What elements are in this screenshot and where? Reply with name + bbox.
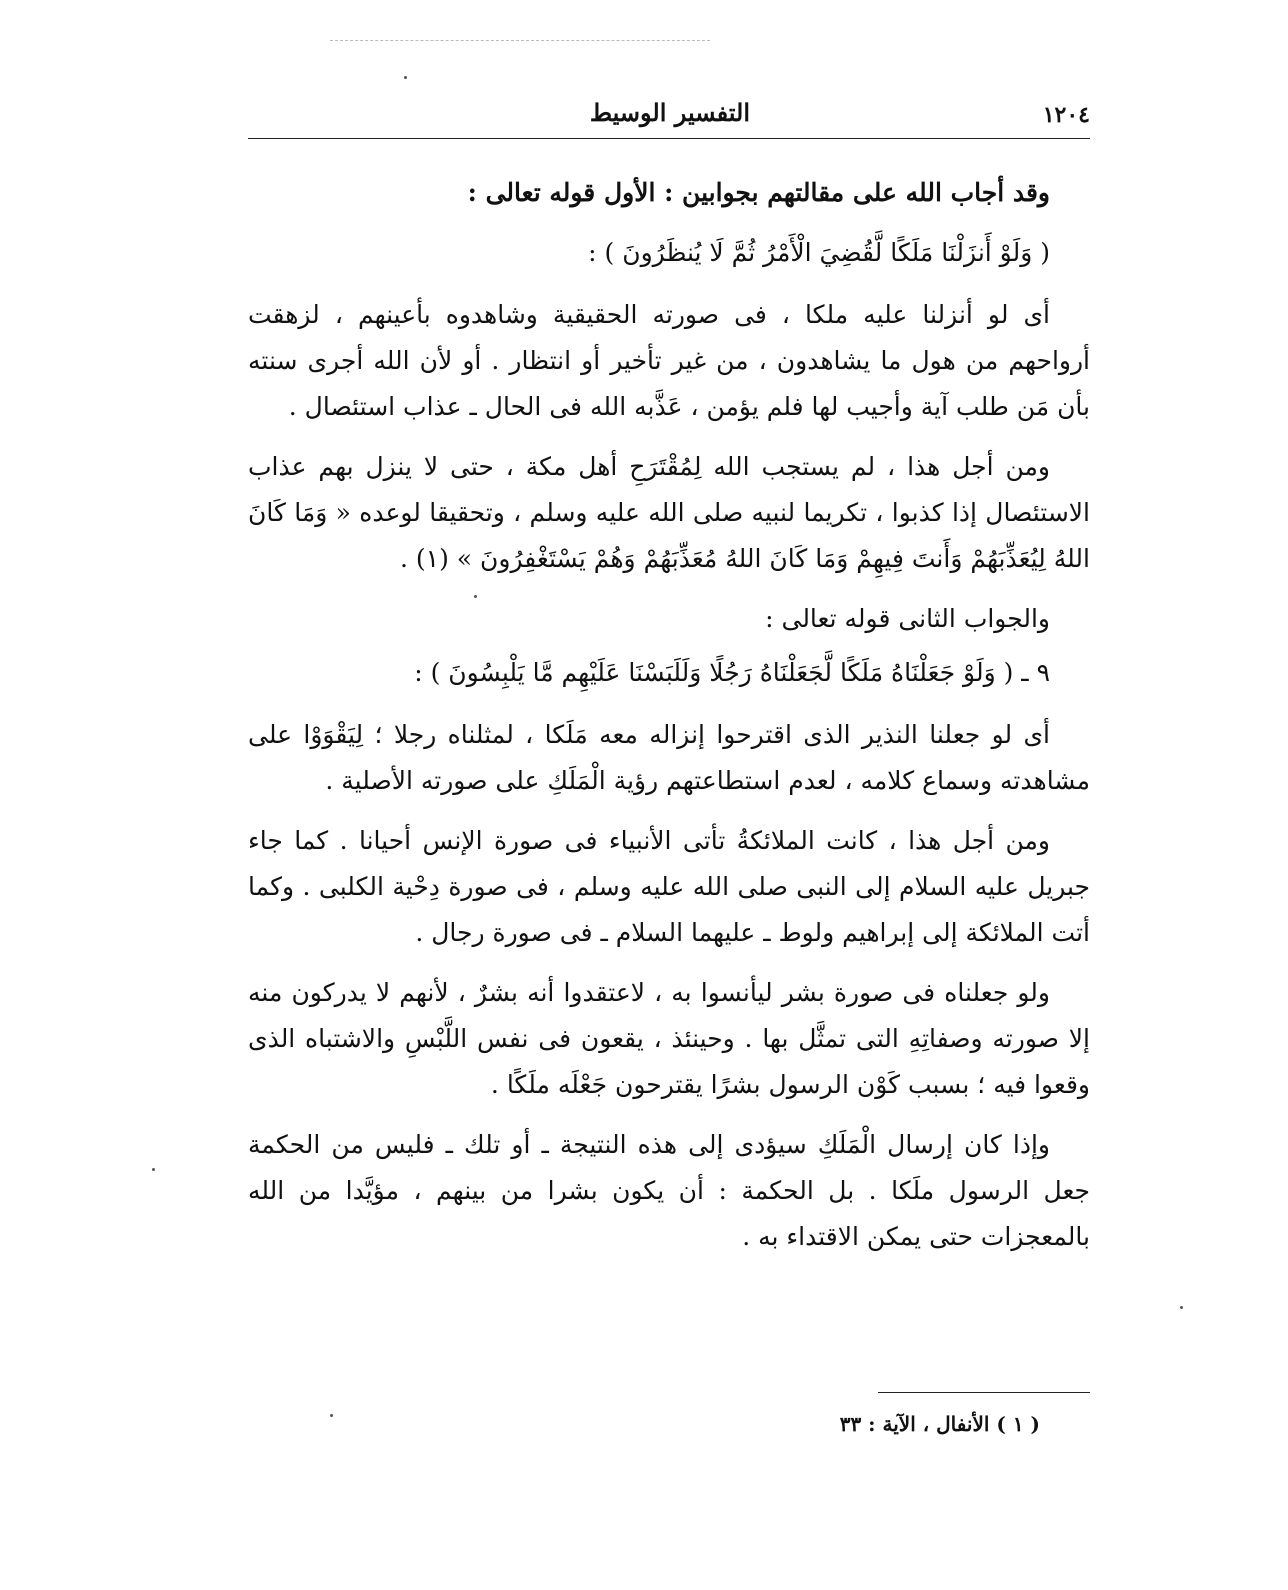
footnote-divider [878,1392,1090,1393]
main-text [248,170,1090,1274]
running-title: التفسير الوسيط [589,98,750,127]
quran-verse-1: ( وَلَوْ أَنزَلْنَا مَلَكًا لَّقُضِيَ الْأَمْرُ ثُمَّ لَا يُنظَرُونَ ) : [588,238,1050,267]
paragraph-4: ومن أجل هذا ، كانت الملائكةُ تأتى الأنبياء فى صورة الإنس أحيانا . كما جاء جبريل عليه السلام إلى النبى صلى الله عليه وسلم ، فى صورة دِحْية الكلبى . وكما أتت الملائكة إلى إبراهيم ولوط ـ عليهما السلام ـ فى صورة رجال . [248,826,1090,947]
scan-speck [330,1414,333,1417]
second-answer-intro: والجواب الثانى قوله تعالى : [765,604,1050,633]
scan-artifact [330,40,710,42]
page-number: ١٢٠٤ [1042,102,1090,128]
scan-speck [152,1168,155,1171]
paragraph-3: أى لو جعلنا النذير الذى اقترحوا إنزاله معه مَلَكا ، لمثلناه رجلا ؛ لِيَقْوَوْا على مشاهدته وسماع كلامه ، لعدم استطاعتهم رؤية الْمَلَكِ على صورته الأصلية . [248,720,1090,795]
scan-speck [474,595,477,598]
scan-speck [404,76,407,79]
paragraph-5: ولو جعلناه فى صورة بشر ليأنسوا به ، لاعتقدوا أنه بشرٌ ، لأنهم لا يدركون منه إلا صورته وصفاتِهِ التى تمثَّل بها . وحينئذ ، يقعون فى نفس اللَّبْسِ والاشتباه الذى وقعوا فيه ؛ بسبب كَوْن الرسول بشرًا يقترحون جَعْلَه ملَكًا . [248,978,1090,1099]
page-header [248,96,1090,139]
quran-verse-9: ٩ ـ ( وَلَوْ جَعَلْنَاهُ مَلَكًا لَّجَعَلْنَاهُ رَجُلًا وَلَلَبَسْنَا عَلَيْهِم مَّا يَلْبِسُونَ ) : [414,658,1050,687]
intro-line: وقد أجاب الله على مقالتهم بجوابين : الأول قوله تعالى : [467,178,1050,207]
paragraph-6: وإذا كان إرسال الْمَلَكِ سيؤدى إلى هذه النتيجة ـ أو تلك ـ فليس من الحكمة جعل الرسول ملَكا . بل الحكمة : أن يكون بشرا من بينهم ، مؤيَّدا من الله بالمعجزات حتى يمكن الاقتداء به . [248,1130,1090,1251]
paragraph-1: أى لو أنزلنا عليه ملكا ، فى صورته الحقيقية وشاهدوه بأعينهم ، لزهقت أرواحهم من هول ما يشاهدون ، من غير تأخير أو انتظار . أو لأن الله أجرى سنته بأن مَن طلب آية وأجيب لها فلم يؤمن ، عَذَّبه الله فى الحال ـ عذاب استئصال . [248,300,1090,421]
footnote: ( ١ ) الأنفال ، الآية : ٣٣ [839,1412,1040,1436]
scan-speck [1180,1306,1183,1309]
paragraph-2: ومن أجل هذا ، لم يستجب الله لِمُقْتَرَحِ أهل مكة ، حتى لا ينزل بهم عذاب الاستئصال إذا كذبوا ، تكريما لنبيه صلى الله عليه وسلم ، وتحقيقا لوعده « وَمَا كَانَ اللهُ لِيُعَذِّبَهُمْ وَأَنتَ فِيهِمْ وَمَا كَانَ اللهُ مُعَذِّبَهُمْ وَهُمْ يَسْتَغْفِرُونَ » (١) . [248,452,1090,573]
